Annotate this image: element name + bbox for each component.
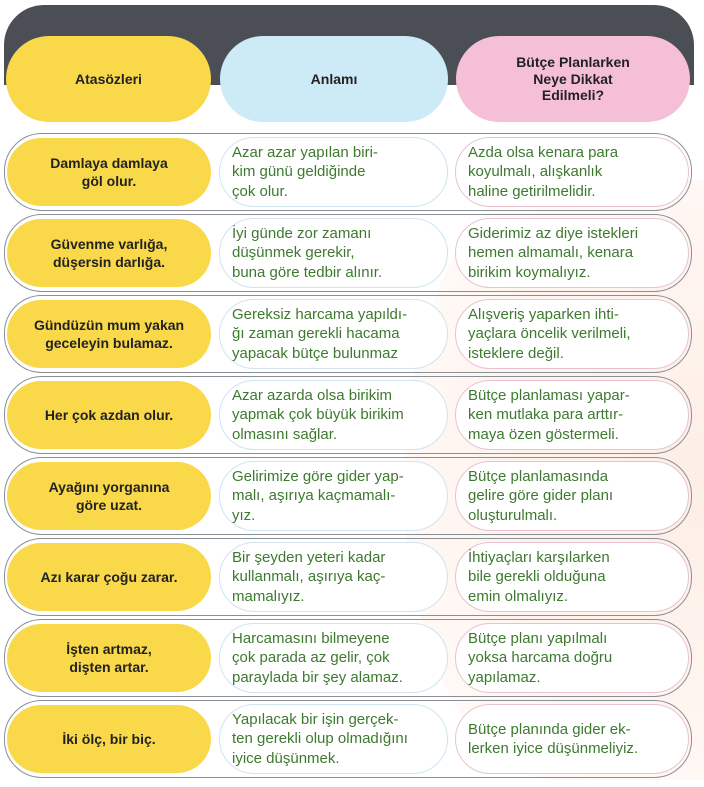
proverb-cell: [7, 300, 211, 368]
proverb-cell: [7, 381, 211, 449]
proverb-cell-text: Gündüzün mum yakan geceleyin bulamaz.: [33, 316, 185, 351]
table-row: [4, 457, 692, 535]
budget-cell: [455, 542, 689, 612]
table-row: [4, 619, 692, 697]
proverb-cell: [7, 543, 211, 611]
proverb-cell-text: İki ölç, bir biç.: [62, 730, 156, 747]
budget-cell: [455, 299, 689, 369]
meaning-cell-text: Harcamasını bilmeyene çok parada az gelir, çok paraylada bir şey alamaz.: [232, 629, 403, 686]
table-row: [4, 133, 692, 211]
table-row: [4, 700, 692, 778]
budget-cell-text: Azda olsa kenara para koyulmalı, alışkanlık haline getirilmelidir.: [468, 143, 619, 200]
meaning-cell: [219, 461, 448, 531]
header-proverbs: [6, 36, 211, 122]
meaning-cell: [219, 704, 448, 774]
meaning-cell: [219, 218, 448, 288]
proverb-cell: [7, 219, 211, 287]
budget-cell: [455, 137, 689, 207]
header-budget: [456, 36, 690, 122]
proverb-cell: [7, 624, 211, 692]
header-meaning-label: Anlamı: [310, 70, 358, 87]
budget-cell: [455, 380, 689, 450]
meaning-cell: [219, 380, 448, 450]
meaning-cell-text: Bir şeyden yeteri kadar kullanmalı, aşırıya kaç- mamalıyız.: [232, 548, 386, 605]
budget-cell-text: Giderimiz az diye istekleri hemen almamalı, kenara birikim koymalıyız.: [468, 224, 639, 281]
budget-cell-text: Bütçe planlaması yapar- ken mutlaka para arttır- maya özen göstermeli.: [468, 386, 630, 443]
table-row: [4, 376, 692, 454]
proverb-cell: [7, 462, 211, 530]
budget-cell: [455, 461, 689, 531]
proverb-cell-text: Azı karar çoğu zarar.: [40, 568, 178, 585]
header-budget-label: Bütçe Planlarken Neye Dikkat Edilmeli?: [516, 53, 630, 104]
header-proverbs-label: Atasözleri: [75, 70, 142, 87]
budget-cell-text: İhtiyaçları karşılarken bile gerekli olduğuna emin olmalıyız.: [468, 548, 610, 605]
budget-cell-text: Alışveriş yaparken ihti- yaçlara öncelik verilmeli, isteklere değil.: [468, 305, 631, 362]
meaning-cell-text: Gelirimize göre gider yap- malı, aşırıya kaçmamalı- yız.: [232, 467, 404, 524]
proverb-cell-text: Damlaya damlaya göl olur.: [50, 154, 168, 189]
proverb-cell-text: İşten artmaz, dişten artar.: [66, 640, 152, 675]
proverb-cell-text: Ayağını yorganına göre uzat.: [48, 478, 170, 513]
budget-cell-text: Bütçe planında gider ek- lerken iyice düşünmeliyiz.: [468, 720, 639, 757]
budget-cell: [455, 218, 689, 288]
table-row: [4, 214, 692, 292]
meaning-cell-text: Gereksiz harcama yapıldı- ğı zaman gerekli hacama yapacak bütçe bulunmaz: [232, 305, 408, 362]
budget-cell: [455, 704, 689, 774]
meaning-cell: [219, 623, 448, 693]
meaning-cell: [219, 137, 448, 207]
proverb-cell: [7, 138, 211, 206]
meaning-cell-text: Yapılacak bir işin gerçek- ten gerekli olup olmadığını iyice düşünmek.: [232, 710, 408, 767]
budget-cell-text: Bütçe planı yapılmalı yoksa harcama doğru yapılamaz.: [468, 629, 613, 686]
table-row: [4, 538, 692, 616]
header-meaning: [220, 36, 448, 122]
table-row: [4, 295, 692, 373]
meaning-cell-text: Azar azarda olsa birikim yapmak çok büyük birikim olmasını sağlar.: [232, 386, 404, 443]
proverb-cell: [7, 705, 211, 773]
proverb-cell-text: Güvenme varlığa, düşersin darlığa.: [50, 235, 168, 270]
meaning-cell-text: İyi günde zor zamanı düşünmek gerekir, buna göre tedbir alınır.: [232, 224, 383, 281]
meaning-cell-text: Azar azar yapılan biri- kim günü geldiğinde çok olur.: [232, 143, 378, 200]
proverb-cell-text: Her çok azdan olur.: [44, 406, 174, 423]
meaning-cell: [219, 542, 448, 612]
meaning-cell: [219, 299, 448, 369]
budget-cell: [455, 623, 689, 693]
budget-cell-text: Bütçe planlamasında gelire göre gider planı oluşturulmalı.: [468, 467, 614, 524]
